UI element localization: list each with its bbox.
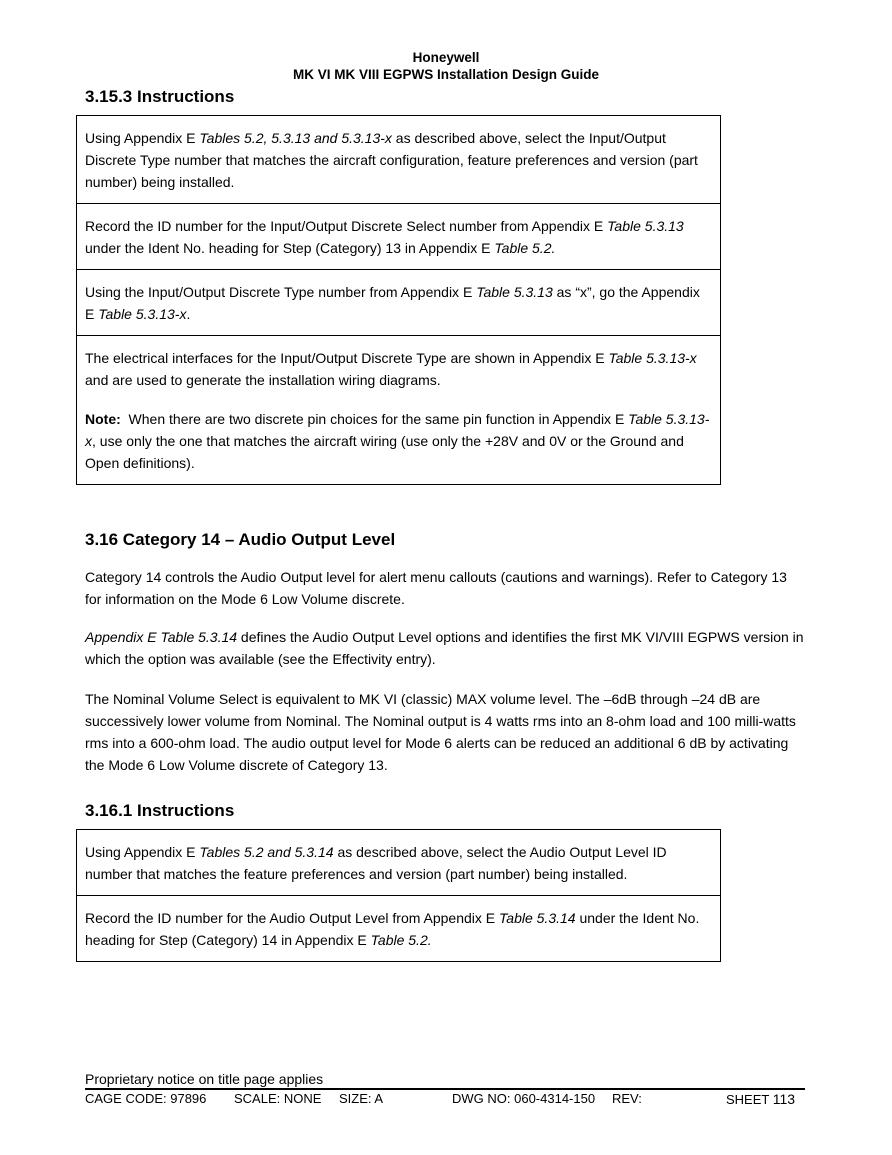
paragraph: Appendix E Table 5.3.14 defines the Audio Output Level options and identifies the first MK VI/VIII EGPWS version in which the option was available (see the Effectivity entry). xyxy=(85,629,804,667)
section-heading-3-16-1: 3.16.1 Instructions xyxy=(85,801,235,820)
scale: SCALE: NONE xyxy=(234,1091,322,1106)
instruction-row: Record the ID number for the Audio Output Level from Appendix E Table 5.3.14 under the Ident No. heading for Step (Category) 14 in Appendix E Table 5.2. xyxy=(77,895,720,961)
paragraph: Category 14 controls the Audio Output level for alert menu callouts (cautions and warnings). Refer to Category 13 for information on the Mode 6 Low Volume discrete. xyxy=(85,569,787,607)
instruction-row: Using Appendix E Tables 5.2 and 5.3.14 as described above, select the Audio Output Level ID number that matches the feature preferences and version (part number) being installed. xyxy=(85,844,667,882)
instruction-note: Note: When there are two discrete pin choices for the same pin function in Appendix E Table 5.3.13-x, use only the one that matches the aircraft wiring (use only the +28V and 0V or the Ground and Open definitions). xyxy=(85,411,710,471)
instruction-row: Using Appendix E Tables 5.2, 5.3.13 and 5.3.13-x as described above, select the Input/Output Discrete Type number that matches the aircraft configuration, feature preferences and version (part number) being installed. xyxy=(85,130,698,190)
sheet-number: 113 xyxy=(772,1091,796,1107)
instruction-text: The electrical interfaces for the Input/Output Discrete Type are shown in Appendix E Table 5.3.13-x and are used to generate the installation wiring diagrams. xyxy=(85,350,697,388)
drawing-number: DWG NO: 060-4314-150 xyxy=(452,1091,596,1106)
footer-divider xyxy=(85,1088,805,1090)
instruction-row: Record the ID number for the Input/Output Discrete Select number from Appendix E Table 5.3.13 under the Ident No. heading for Step (Category) 13 in Appendix E Table 5.2. xyxy=(77,203,720,269)
note-label: Note: xyxy=(85,411,121,427)
section-heading-3-16: 3.16 Category 14 – Audio Output Level xyxy=(85,530,396,549)
size: SIZE: A xyxy=(339,1091,384,1106)
instructions-table-3-15-3 xyxy=(76,115,721,485)
header-company: Honeywell xyxy=(412,50,480,65)
sheet-label: SHEET xyxy=(726,1092,770,1107)
revision: REV: xyxy=(612,1091,642,1106)
instruction-row xyxy=(77,335,720,484)
cage-code: CAGE CODE: 97896 xyxy=(85,1091,207,1106)
proprietary-notice: Proprietary notice on title page applies xyxy=(85,1071,324,1087)
page-header xyxy=(0,49,892,83)
instruction-row: Using the Input/Output Discrete Type number from Appendix E Table 5.3.13 as “x”, go the Appendix E Table 5.3.13-x. xyxy=(77,269,720,335)
header-title: MK VI MK VIII EGPWS Installation Design Guide xyxy=(292,67,600,82)
sheet xyxy=(726,1091,795,1107)
section-heading-3-15-3: 3.15.3 Instructions xyxy=(85,87,235,106)
instructions-table-3-16-1 xyxy=(76,829,721,962)
paragraph: The Nominal Volume Select is equivalent to MK VI (classic) MAX volume level. The –6dB through –24 dB are successively lower volume from Nominal. The Nominal output is 4 watts rms into an 8-ohm load and 100 milli-watts rms into a 600-ohm load. The audio output level for Mode 6 alerts can be reduced an additional 6 dB by activating the Mode 6 Low Volume discrete of Category 13. xyxy=(85,691,796,773)
